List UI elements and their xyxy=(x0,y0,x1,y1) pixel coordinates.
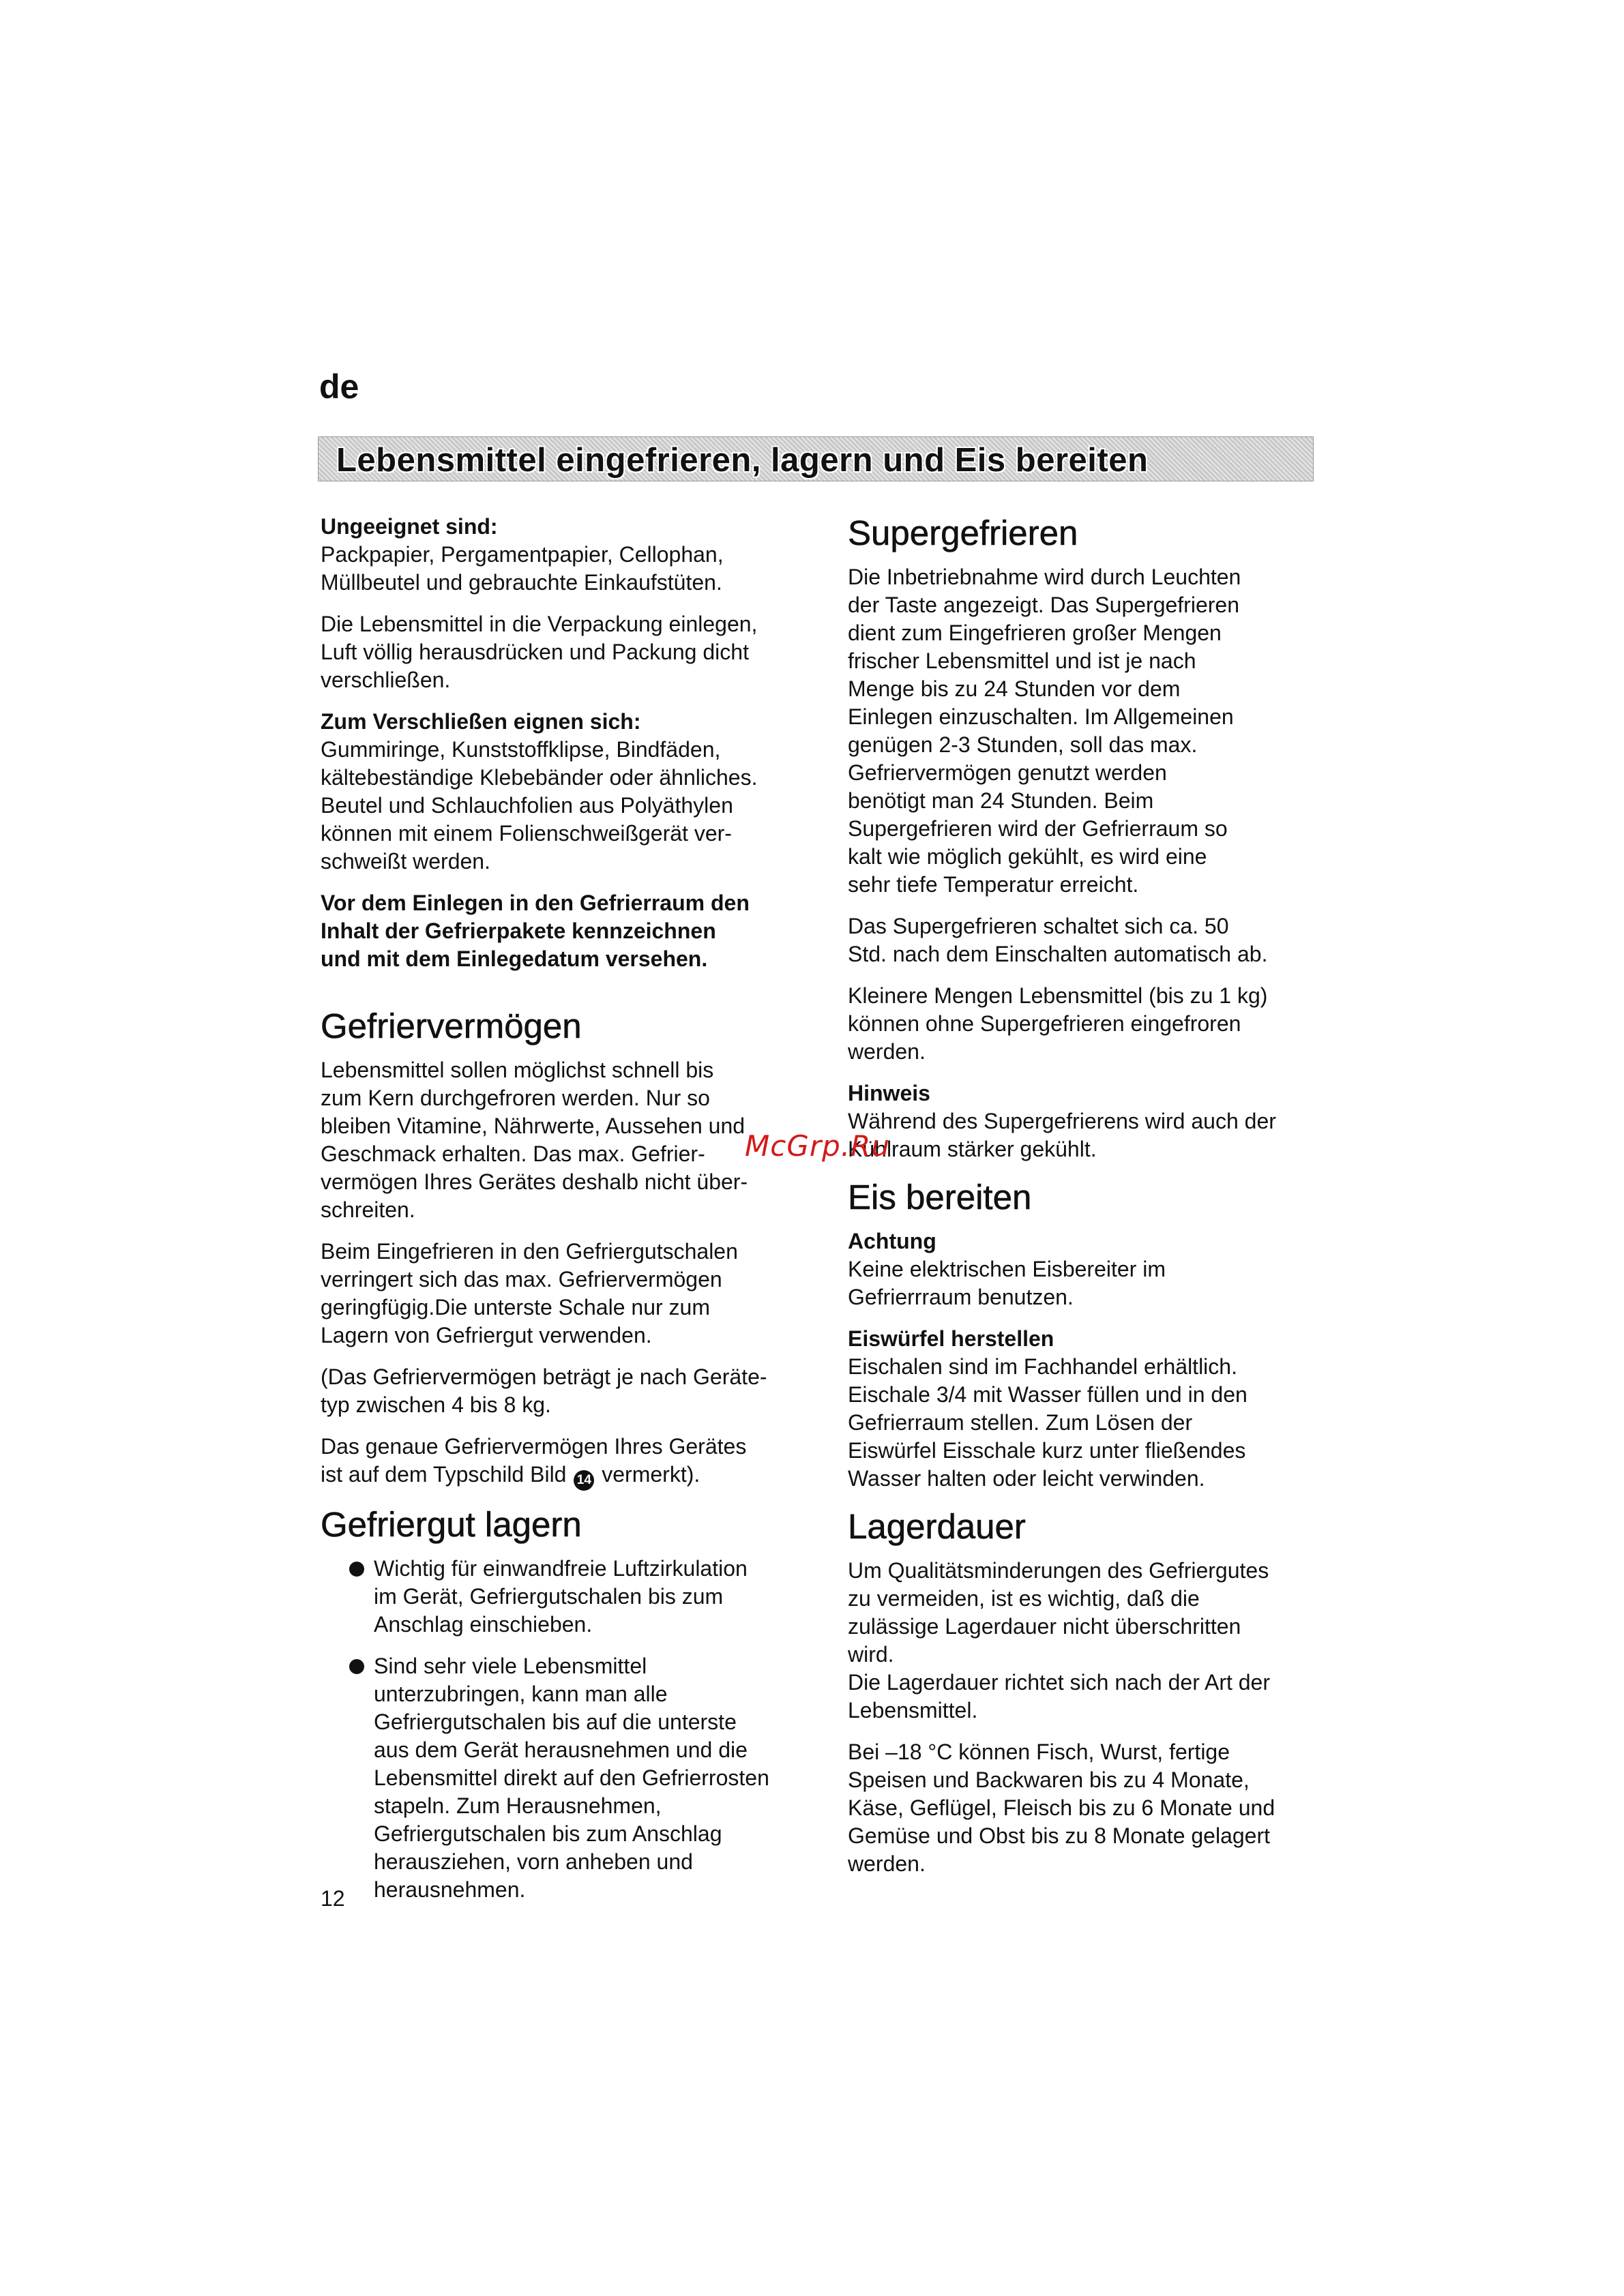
verpackung-paragraph xyxy=(321,610,798,694)
text-line: Eischale 3/4 mit Wasser füllen und in den xyxy=(848,1382,1247,1407)
vor-dem-einlegen-note xyxy=(321,889,798,973)
verschliessen-heading: Zum Verschließen eignen sich: xyxy=(321,709,641,734)
gefriervermoegen-paragraph-1 xyxy=(321,1056,798,1224)
eiswuerfel-block xyxy=(848,1325,1318,1493)
language-tag: de xyxy=(319,368,359,406)
gefriergut-lagern-title: Gefriergut lagern xyxy=(321,1505,582,1544)
bullet-icon xyxy=(349,1659,364,1674)
p4-line-2 xyxy=(321,1461,798,1491)
text-line: herausziehen, vorn anheben und xyxy=(374,1849,693,1874)
text-line: schweißt werden. xyxy=(321,849,490,874)
watermark: McGrp.Ru xyxy=(745,1129,890,1163)
text-line: Während des Supergefrierens wird auch der xyxy=(848,1109,1276,1133)
text-line: Gefrierrraum benutzen. xyxy=(848,1285,1074,1309)
text-line: Sind sehr viele Lebensmittel xyxy=(374,1654,647,1678)
supergefrieren-paragraph-2 xyxy=(848,912,1318,968)
text-line: Inhalt der Gefrierpakete kennzeichnen xyxy=(321,919,716,943)
ungeeignet-heading: Ungeeignet sind: xyxy=(321,514,498,539)
text-line: können ohne Supergefrieren eingefroren xyxy=(848,1011,1241,1036)
figure-ref-icon: 14 xyxy=(574,1470,594,1491)
text-line: stapeln. Zum Herausnehmen, xyxy=(374,1793,662,1818)
text-line: verschließen. xyxy=(321,668,451,692)
text-line: Um Qualitätsminderungen des Gefriergutes xyxy=(848,1558,1269,1583)
text-line: Kühlraum stärker gekühlt. xyxy=(848,1137,1097,1161)
text-line: bleiben Vitamine, Nährwerte, Aussehen und xyxy=(321,1114,745,1138)
text-line: Das Supergefrieren schaltet sich ca. 50 xyxy=(848,914,1229,938)
lagerdauer-title: Lagerdauer xyxy=(848,1507,1026,1546)
gefriervermoegen-paragraph-4 xyxy=(321,1433,798,1491)
eis-bereiten-title: Eis bereiten xyxy=(848,1178,1032,1217)
text-line: Gummiringe, Kunststoffklipse, Bindfäden, xyxy=(321,737,721,762)
text-line: zu vermeiden, ist es wichtig, daß die xyxy=(848,1586,1200,1611)
text-line: Keine elektrischen Eisbereiter im xyxy=(848,1257,1166,1281)
text-line: Lebensmittel direkt auf den Gefrierrosten xyxy=(374,1765,769,1790)
p4-line-2b: vermerkt). xyxy=(602,1462,700,1487)
text-line: werden. xyxy=(848,1039,926,1064)
supergefrieren-title: Supergefrieren xyxy=(848,513,1078,552)
right-column xyxy=(848,513,1318,1892)
text-line: aus dem Gerät herausnehmen und die xyxy=(374,1738,748,1762)
eiswuerfel-heading: Eiswürfel herstellen xyxy=(848,1326,1054,1351)
text-line: Std. nach dem Einschalten automatisch ab. xyxy=(848,942,1268,966)
lagerdauer-paragraph-2 xyxy=(848,1738,1318,1878)
text-line: Geschmack erhalten. Das max. Gefrier- xyxy=(321,1142,705,1166)
p4-line-2a: ist auf dem Typschild Bild xyxy=(321,1462,567,1487)
left-column xyxy=(321,513,798,1918)
text-line: Bei –18 °C können Fisch, Wurst, fertige xyxy=(848,1740,1230,1764)
text-line: und mit dem Einlegedatum versehen. xyxy=(321,946,708,971)
text-line: zum Kern durchgefroren werden. Nur so xyxy=(321,1086,710,1110)
text-line: Supergefrieren wird der Gefrierraum so xyxy=(848,816,1228,841)
text-line: benötigt man 24 Stunden. Beim xyxy=(848,788,1154,813)
text-line: im Gerät, Gefriergutschalen bis zum xyxy=(374,1584,724,1609)
text-line: Gefriergutschalen bis auf die unterste xyxy=(374,1710,737,1734)
text-line: Packpapier, Pergamentpapier, Cellophan, xyxy=(321,542,724,567)
supergefrieren-paragraph-3 xyxy=(848,982,1318,1066)
text-line: (Das Gefriervermögen beträgt je nach Geräte- xyxy=(321,1365,767,1389)
text-line: verringert sich das max. Gefriervermögen xyxy=(321,1267,722,1292)
gefriervermoegen-title: Gefriervermögen xyxy=(321,1007,582,1045)
text-line: Einlegen einzuschalten. Im Allgemeinen xyxy=(848,704,1234,729)
text-line: Gefrierraum stellen. Zum Lösen der xyxy=(848,1410,1193,1435)
section-banner xyxy=(318,436,1314,481)
text-line: Luft völlig herausdrücken und Packung dicht xyxy=(321,640,749,664)
bullet-item-1 xyxy=(334,1555,798,1639)
text-line: Gefriergutschalen bis zum Anschlag xyxy=(374,1821,722,1846)
bullet-item-2 xyxy=(334,1652,798,1904)
hinweis-heading: Hinweis xyxy=(848,1081,930,1105)
text-line: dient zum Eingefrieren großer Mengen xyxy=(848,621,1222,645)
text-line: Beutel und Schlauchfolien aus Polyäthylen xyxy=(321,793,733,818)
verschliessen-block xyxy=(321,708,798,876)
achtung-heading: Achtung xyxy=(848,1229,936,1253)
text-line: genügen 2-3 Stunden, soll das max. xyxy=(848,732,1198,757)
bullet-icon xyxy=(349,1562,364,1577)
text-line: Menge bis zu 24 Stunden vor dem xyxy=(848,676,1181,701)
p4-line-1: Das genaue Gefriervermögen Ihres Gerätes xyxy=(321,1434,747,1459)
text-line: kältebeständige Klebebänder oder ähnliches. xyxy=(321,765,758,790)
text-line: geringfügig.Die unterste Schale nur zum xyxy=(321,1295,710,1320)
text-line: zulässige Lagerdauer nicht überschritten xyxy=(848,1614,1241,1639)
text-line: Lebensmittel sollen möglichst schnell bis xyxy=(321,1058,714,1082)
hinweis-block xyxy=(848,1079,1318,1163)
text-line: Anschlag einschieben. xyxy=(374,1612,593,1637)
text-line: Wichtig für einwandfreie Luftzirkulation xyxy=(374,1556,748,1581)
text-line: Müllbeutel und gebrauchte Einkaufstüten. xyxy=(321,570,722,595)
text-line: schreiten. xyxy=(321,1197,415,1222)
text-line: Eiswürfel Eisschale kurz unter fließendes xyxy=(848,1438,1246,1463)
text-line: Käse, Geflügel, Fleisch bis zu 6 Monate und xyxy=(848,1795,1275,1820)
text-line: frischer Lebensmittel und ist je nach xyxy=(848,648,1196,673)
text-line: Die Lebensmittel in die Verpackung einlegen, xyxy=(321,612,758,636)
text-line: Lagern von Gefriergut verwenden. xyxy=(321,1323,652,1347)
text-line: wird. xyxy=(848,1642,894,1667)
text-line: typ zwischen 4 bis 8 kg. xyxy=(321,1392,551,1417)
text-line: vermögen Ihres Gerätes deshalb nicht über- xyxy=(321,1169,748,1194)
text-line: Wasser halten oder leicht verwinden. xyxy=(848,1466,1205,1491)
text-line: Vor dem Einlegen in den Gefrierraum den xyxy=(321,891,750,915)
text-line: Kleinere Mengen Lebensmittel (bis zu 1 kg) xyxy=(848,983,1268,1008)
text-line: Eischalen sind im Fachhandel erhältlich. xyxy=(848,1354,1237,1379)
text-line: herausnehmen. xyxy=(374,1877,526,1902)
text-line: Die Lagerdauer richtet sich nach der Art der xyxy=(848,1670,1270,1695)
gefriervermoegen-paragraph-3 xyxy=(321,1363,798,1419)
text-line: Lebensmittel. xyxy=(848,1698,978,1723)
text-line: werden. xyxy=(848,1851,926,1876)
text-line: Gefriervermögen genutzt werden xyxy=(848,760,1167,785)
gefriervermoegen-paragraph-2 xyxy=(321,1238,798,1350)
text-line: Speisen und Backwaren bis zu 4 Monate, xyxy=(848,1768,1250,1792)
lagerdauer-paragraph-1 xyxy=(848,1557,1318,1725)
text-line: Beim Eingefrieren in den Gefriergutschalen xyxy=(321,1239,738,1264)
text-line: Die Inbetriebnahme wird durch Leuchten xyxy=(848,565,1241,589)
text-line: unterzubringen, kann man alle xyxy=(374,1682,668,1706)
page-title: Lebensmittel eingefrieren, lagern und Eis bereiten xyxy=(336,442,1149,479)
text-line: der Taste angezeigt. Das Supergefrieren xyxy=(848,593,1239,617)
supergefrieren-paragraph-1 xyxy=(848,563,1318,899)
text-line: sehr tiefe Temperatur erreicht. xyxy=(848,872,1139,897)
text-line: kalt wie möglich gekühlt, es wird eine xyxy=(848,844,1207,869)
text-line: Gemüse und Obst bis zu 8 Monate gelagert xyxy=(848,1823,1271,1848)
page-number: 12 xyxy=(321,1886,345,1911)
achtung-block xyxy=(848,1227,1318,1311)
ungeeignet-block xyxy=(321,513,798,597)
text-line: können mit einem Folienschweißgerät ver- xyxy=(321,821,732,846)
